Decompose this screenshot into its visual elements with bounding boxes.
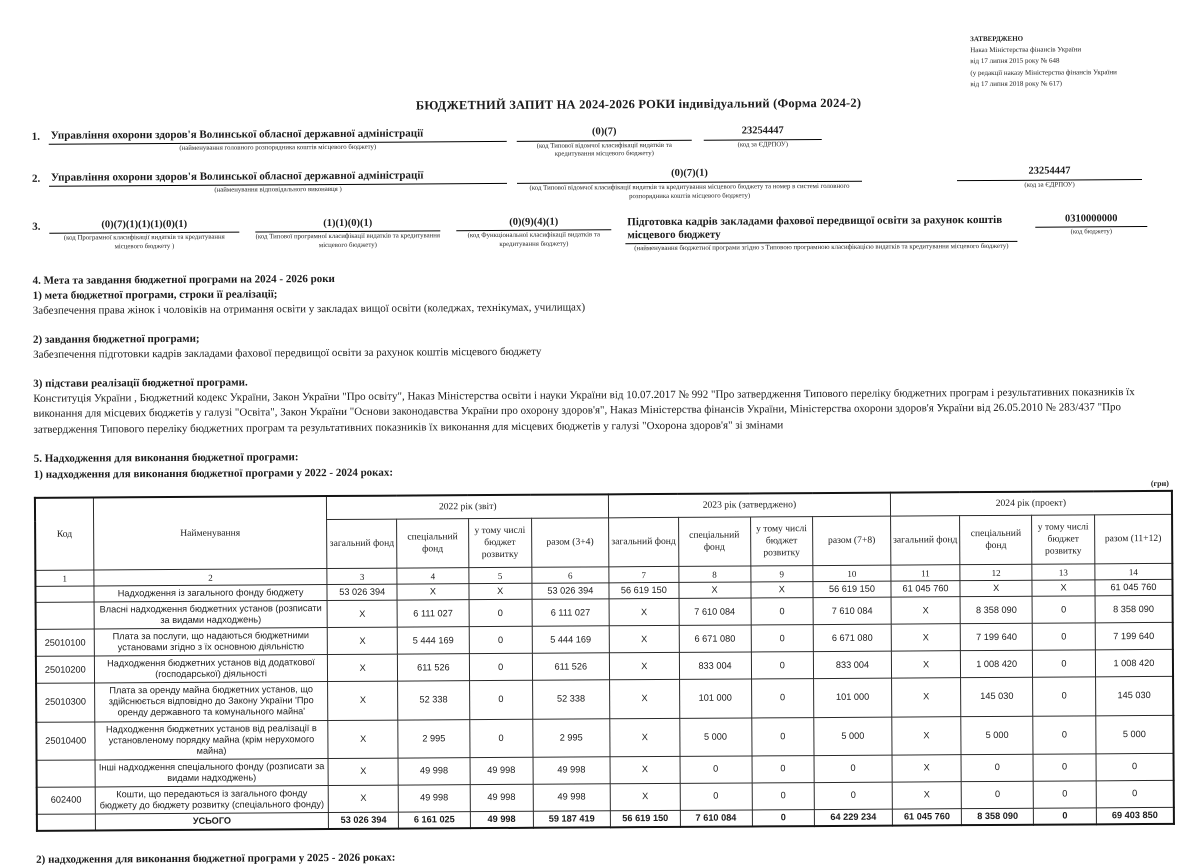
budget-code-caption: (код бюджету) — [1070, 228, 1113, 236]
functional-classification-caption: (код Функціональної класифікації видатків та кредитування бюджету) — [467, 231, 601, 248]
row-value: X — [1032, 580, 1095, 596]
column-number: 2 — [94, 569, 328, 586]
subcol-dev-budget: у тому числі бюджет розвитку — [750, 517, 813, 566]
row-value: 611 526 — [532, 653, 610, 681]
column-number: 3 — [327, 568, 397, 584]
main-administrator-caption: (найменування головного розпорядника коштів місцевого бюджету) — [179, 143, 377, 153]
program-classification-code: (0)(7)(1)(1)(1)(0)(1) — [49, 218, 239, 234]
row-value: 49 998 — [398, 757, 470, 785]
row-value: 56 619 150 — [813, 581, 891, 598]
row-value: 69 403 850 — [1096, 807, 1174, 824]
row-value: 5 000 — [961, 716, 1033, 755]
section-4-sub3-heading: 3) підстави реалізації бюджетної програми. — [33, 376, 248, 390]
row-value: 0 — [1033, 650, 1096, 677]
row-value: 49 998 — [533, 756, 611, 784]
row-value: 64 229 234 — [815, 809, 893, 826]
row-value: 0 — [751, 598, 814, 625]
row-value: X — [679, 582, 751, 598]
row-code: 25010400 — [36, 721, 94, 759]
year-group-2023: 2023 рік (затверджено) — [609, 493, 891, 518]
row-value: X — [609, 626, 679, 653]
approval-line: Наказ Міністерства фінансів України — [970, 45, 1082, 55]
column-number: 12 — [960, 564, 1032, 580]
row-value: 0 — [751, 652, 814, 679]
row-value: 0 — [1033, 753, 1096, 780]
row-value: 0 — [752, 782, 815, 809]
budget-program-name-field — [625, 213, 1017, 254]
row-value: 7 610 084 — [679, 598, 751, 626]
column-number: 4 — [397, 568, 469, 584]
row-name: Надходження бюджетних установ від реалізації в установленому порядку майна (крім нерухомого майна) — [94, 720, 328, 760]
currency-note: (грн) — [1150, 478, 1169, 489]
row-name: Плата за послуги, що надаються бюджетними установами згідно з їх основною діяльністю — [94, 628, 328, 656]
row-value: X — [328, 627, 398, 654]
row-value: 61 045 760 — [891, 581, 961, 597]
row-value: 0 — [1033, 808, 1096, 825]
row-value: 52 338 — [532, 680, 610, 719]
row-value: 833 004 — [814, 651, 892, 679]
subcol-total-2024: разом (11+12) — [1094, 515, 1172, 564]
program-classification-caption: (код Програмної класифікації видатків та кредитування місцевого бюджету ) — [63, 233, 225, 251]
row-value: 0 — [752, 755, 815, 782]
row-value: 49 998 — [470, 811, 533, 828]
departmental-code-caption-2: (код Типової відомчої класифікації видатків та кредитування місцевого бюджету та номер в системі головного розпорядника коштів місцевого бюджету) — [529, 182, 850, 200]
row-value: 53 026 394 — [532, 583, 610, 600]
approval-stamp — [970, 33, 1200, 90]
row-value: 5 000 — [1096, 715, 1174, 754]
row-value: X — [892, 754, 962, 781]
column-number: 6 — [531, 567, 609, 583]
column-number: 14 — [1095, 564, 1173, 580]
section-5-sub1-heading: 1) надходження для виконання бюджетної програми у 2022 - 2024 роках: — [33, 466, 394, 481]
row-value: X — [960, 580, 1032, 596]
row-value: 0 — [751, 625, 814, 652]
subcol-special-fund: спеціальний фонд — [678, 517, 750, 566]
row-value: 0 — [1096, 753, 1174, 781]
row-value: 6 671 080 — [679, 625, 751, 653]
row-value: 101 000 — [679, 679, 751, 718]
budget-code: 0310000000 — [1035, 213, 1147, 228]
edrpou-field-1 — [704, 125, 822, 150]
row-name: Кошти, що передаються із загального фонду бюджету до бюджету розвитку (спеціального фонду) — [95, 785, 329, 813]
typical-program-classification-field — [255, 217, 440, 251]
row-value: 0 — [961, 781, 1033, 809]
row-value: 6 161 025 — [398, 811, 470, 828]
row-value: 0 — [469, 654, 532, 681]
row-value: 2 995 — [398, 719, 470, 758]
row-value: 0 — [470, 719, 533, 757]
row-value: 1 008 420 — [961, 651, 1033, 679]
column-number: 5 — [469, 567, 532, 583]
row-value: 5 000 — [679, 717, 751, 756]
row-value: 49 998 — [470, 784, 533, 811]
budget-program-name-caption: (найменування бюджетної програми згідно з Типовою програмною класифікацією видатків та кредитування місцевого бюджету) — [634, 242, 1009, 253]
subcol-general-fund: загальний фонд — [609, 518, 679, 567]
row-name: Надходження із загального фонду бюджету — [94, 585, 328, 602]
row-value: 8 358 090 — [962, 808, 1034, 825]
row-value: 0 — [751, 717, 814, 755]
row-name: Інші надходження спеціального фонду (розписати за видами надходжень) — [95, 758, 329, 786]
row-code: 602400 — [37, 787, 95, 814]
subcol-general-fund: загальний фонд — [890, 516, 960, 565]
section-4-sub1-text: Забезпечення права жінок і чоловіків на отримання освіти у закладах вищої освіти (коледжах, технікумах, училищах) — [32, 301, 586, 318]
row-value: X — [610, 783, 680, 810]
edrpou-code-2: 23254447 — [957, 165, 1142, 181]
item-number: 2. — [31, 173, 41, 186]
item-2-responsible-executor — [32, 165, 1171, 205]
row-name: Плата за оренду майна бюджетних установ, що здійснюється відповідно до Закону України 'Про оренду державного та комунального майна' — [94, 682, 328, 722]
row-value: X — [329, 785, 399, 812]
row-value: 0 — [814, 755, 892, 783]
departmental-code-2: (0)(7)(1) — [517, 167, 862, 184]
row-value: 1 008 420 — [1095, 650, 1173, 678]
year-group-2024: 2024 рік (проект) — [890, 491, 1172, 516]
departmental-code-caption: (код Типової відомчої класифікації видатків та кредитування місцевого бюджету) — [536, 141, 672, 159]
column-number: 9 — [750, 566, 813, 582]
approval-line: (у редакції наказу Міністерства фінансів України — [970, 67, 1117, 77]
column-number: 1 — [35, 570, 93, 586]
row-code — [36, 602, 94, 629]
section-4-sub2-heading: 2) завдання бюджетної програми; — [32, 332, 200, 346]
footer-note: 2) надходження для виконання бюджетної програми у 2025 - 2026 роках: — [36, 851, 396, 866]
row-value: X — [328, 682, 398, 721]
row-value: 145 030 — [961, 678, 1033, 717]
row-name: Власні надходження бюджетних установ (розписати за видами надходжень) — [94, 601, 328, 629]
row-value: 49 998 — [398, 784, 470, 812]
section-5-heading: 5. Надходження для виконання бюджетної програми: — [33, 451, 299, 466]
row-code — [37, 760, 95, 787]
row-code: 25010300 — [36, 683, 94, 721]
subcol-dev-budget: у тому числі бюджет розвитку — [468, 518, 531, 567]
row-code: 25010100 — [36, 629, 94, 656]
col-header-code: Код — [35, 498, 94, 571]
col-header-name: Найменування — [93, 496, 327, 570]
functional-classification-field — [456, 216, 611, 250]
row-code: 25010200 — [36, 656, 94, 683]
row-value: 0 — [469, 681, 532, 719]
row-name: Надходження бюджетних установ від додаткової (господарської) діяльності — [94, 655, 328, 683]
responsible-executor-caption: (найменування відповідального виконавця ) — [214, 186, 342, 195]
row-value: X — [469, 583, 532, 599]
row-value: 7 199 640 — [1095, 623, 1173, 651]
row-value: 0 — [680, 756, 752, 784]
departmental-code-field — [517, 126, 692, 160]
row-value: 2 995 — [532, 718, 610, 757]
row-value: X — [891, 624, 961, 651]
row-value: X — [328, 654, 398, 681]
row-value: 0 — [814, 782, 892, 810]
revenues-table — [34, 490, 1175, 832]
row-value: 5 444 169 — [532, 626, 610, 654]
column-number: 8 — [679, 566, 751, 582]
edrpou-caption-2: (код за ЄДРПОУ) — [1024, 181, 1075, 189]
row-value: 8 358 090 — [1095, 596, 1173, 624]
row-value: 0 — [1096, 780, 1174, 808]
row-value: X — [892, 781, 962, 808]
subcol-special-fund: спеціальний фонд — [960, 515, 1032, 564]
typical-program-classification-code: (1)(1)(0)(1) — [255, 217, 440, 233]
row-value: 0 — [1033, 781, 1096, 808]
section-4-heading: 4. Мета та завдання бюджетної програми на 2024 - 2026 роки — [32, 272, 335, 287]
departmental-code-field-2 — [517, 167, 862, 202]
row-value: 6 671 080 — [813, 624, 891, 652]
column-number: 11 — [891, 565, 961, 581]
column-number: 10 — [813, 565, 891, 581]
subcol-general-fund: загальний фонд — [327, 519, 397, 568]
row-value: 7 199 640 — [961, 624, 1033, 652]
program-classification-field — [49, 218, 239, 252]
section-4-sub2-text: Забезпечення підготовки кадрів закладами фахової передвищої освіти за рахунок коштів місцевого бюджету — [33, 345, 542, 362]
row-value: 5 000 — [814, 717, 892, 756]
main-administrator-name: Управління охорони здоров'я Волинської обласної державної адміністрації — [49, 127, 507, 145]
row-value: 0 — [469, 627, 532, 654]
row-value: 56 619 150 — [609, 583, 679, 599]
row-value: 61 045 760 — [1095, 580, 1173, 597]
document-title: БЮДЖЕТНИЙ ЗАПИТ НА 2024-2026 РОКИ індивідуальний (Форма 2024-2) — [415, 95, 862, 113]
document-body — [32, 121, 1175, 866]
row-value: 6 111 027 — [397, 600, 469, 628]
row-value: 56 619 150 — [610, 810, 680, 827]
edrpou-field-2 — [957, 165, 1142, 191]
section-4-sub1-heading: 1) мета бюджетної програми, строки її реалізації; — [32, 288, 278, 302]
item-number: 1. — [31, 130, 41, 143]
row-value: 59 187 419 — [533, 811, 611, 828]
row-value: X — [609, 599, 679, 626]
row-code — [37, 814, 95, 831]
row-value: 8 358 090 — [960, 596, 1032, 624]
row-value: 49 998 — [533, 783, 611, 811]
row-value: 0 — [469, 600, 532, 627]
row-value: 101 000 — [814, 678, 892, 717]
row-value: X — [397, 584, 469, 600]
approval-line: від 17 липня 2018 року № 617) — [970, 79, 1063, 88]
row-value: 0 — [752, 809, 815, 826]
subcol-dev-budget: у тому числі бюджет розвитку — [1032, 515, 1095, 564]
row-value: 7 610 084 — [680, 810, 752, 827]
subcol-special-fund: спеціальний фонд — [397, 519, 469, 568]
row-value: 0 — [1033, 715, 1096, 753]
row-value: 145 030 — [1095, 677, 1173, 716]
typical-program-classification-caption: (код Типової програмної класифікації видатків та кредитування місцевого бюджету) — [255, 232, 441, 250]
row-value: 7 610 084 — [813, 597, 891, 625]
row-value: 833 004 — [679, 652, 751, 680]
row-value: X — [328, 600, 398, 627]
row-value: X — [892, 716, 962, 755]
item-1-main-administrator — [32, 123, 1171, 163]
row-value: X — [610, 756, 680, 783]
row-value: X — [750, 582, 813, 598]
approval-line: від 17 липня 2015 року № 648 — [970, 56, 1060, 66]
departmental-code: (0)(7) — [517, 126, 692, 142]
budget-code-field — [1035, 213, 1147, 238]
row-value: 61 045 760 — [892, 808, 962, 825]
section-4-goals — [33, 267, 1173, 438]
year-group-2022: 2022 рік (звіт) — [327, 495, 609, 520]
row-value: 0 — [1033, 677, 1096, 715]
item-3-program-codes — [32, 212, 1171, 257]
revenues-table-body — [35, 580, 1173, 831]
edrpou-code-1: 23254447 — [704, 125, 822, 140]
row-value: 611 526 — [397, 654, 469, 682]
edrpou-caption-1: (код за ЄДРПОУ) — [737, 140, 789, 149]
row-name: УСЬОГО — [95, 812, 329, 830]
row-code — [35, 586, 93, 602]
row-value: X — [891, 597, 961, 624]
row-value: 6 111 027 — [532, 599, 610, 627]
item-number: 3. — [32, 220, 41, 233]
column-number: 7 — [609, 567, 679, 583]
row-value: 53 026 394 — [327, 584, 397, 600]
row-value: 0 — [751, 679, 814, 717]
responsible-executor-name: Управління охорони здоров'я Волинської обласної державної адміністрації — [49, 169, 507, 187]
row-value: X — [609, 653, 679, 680]
row-value: 0 — [1032, 596, 1095, 623]
row-value: 0 — [961, 754, 1033, 782]
row-value: 0 — [680, 783, 752, 811]
section-5-revenues — [34, 445, 1173, 496]
row-value: 49 998 — [470, 757, 533, 784]
row-value: 0 — [1032, 623, 1095, 650]
row-value: X — [891, 678, 961, 717]
column-number: 13 — [1032, 564, 1095, 580]
budget-program-name: Підготовка кадрів закладами фахової передвищої освіти за рахунок коштів місцевого бюджету — [625, 213, 1017, 244]
main-administrator-field — [49, 127, 507, 155]
row-value: 52 338 — [398, 681, 470, 720]
row-value: X — [328, 720, 398, 759]
functional-classification-code: (0)(9)(4)(1) — [456, 216, 611, 232]
section-4-sub3-text: Конституція України , Бюджетний кодекс України, Закон України "Про освіту", Наказ Міністерства освіти і науки України від 10.07.2017 № 992 "Про затвердження Типового переліку бюджетних програм і результативних показників їх виконання для місцевих бюджетів у галузі "Освіта", Закон України "Основи законодавства України про охорону здоров'я", Наказ Міністерства фінансів України, Міністерства охорони здоров'я України від 26.05.2010 № 283/437 "Про затвердження Типового переліку бюджетних програм та результативних показників їх виконання для місцевих бюджетів у галузі "Охорона здоров'я" зі змінами — [33, 386, 1135, 436]
responsible-executor-field — [49, 169, 507, 197]
row-value: X — [891, 651, 961, 678]
subcol-total-2022: разом (3+4) — [531, 518, 609, 567]
row-value: X — [328, 758, 398, 785]
subcol-total-2023: разом (7+8) — [813, 516, 891, 565]
row-value: X — [610, 718, 680, 757]
row-value: 5 444 169 — [397, 627, 469, 655]
row-value: 53 026 394 — [329, 812, 399, 829]
approval-line: ЗАТВЕРДЖЕНО — [970, 34, 1024, 44]
row-value: X — [610, 680, 680, 719]
